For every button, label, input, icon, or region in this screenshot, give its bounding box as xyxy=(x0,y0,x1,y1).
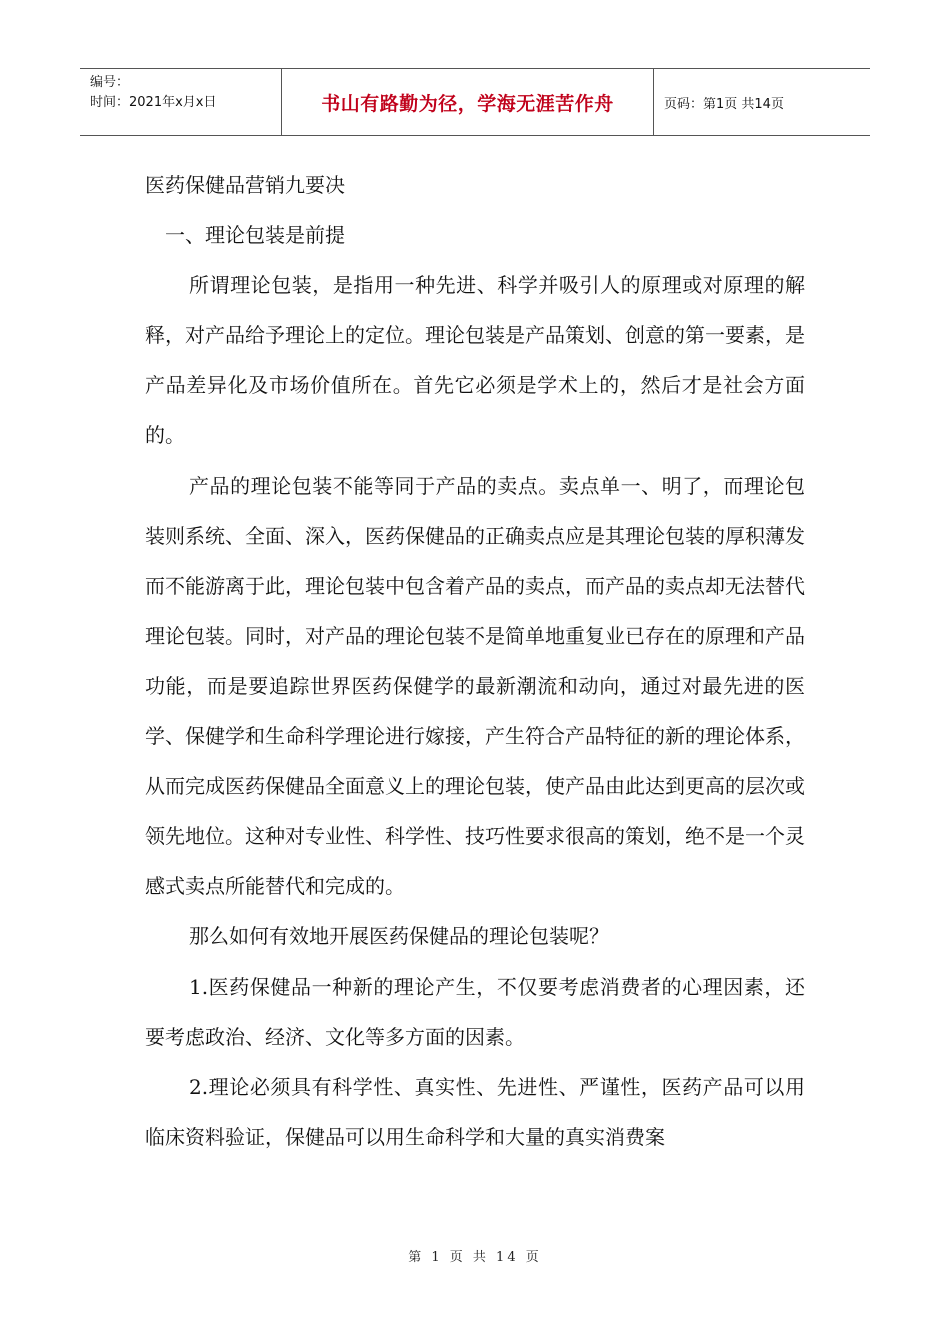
document-date: 时间：2021年x月x日 xyxy=(90,95,217,110)
paragraph: 产品的理论包装不能等同于产品的卖点。卖点单一、明了，而理论包装则系统、全面、深入，医药保健品的正确卖点应是其理论包装的厚积薄发而不能游离于此，理论包装中包含着产品的卖点，而产品的卖点却无法替代理论包装。同时，对产品的理论包装不是简单地重复业已存在的原理和产品功能，而是要追踪世界医药保健学的最新潮流和动向，通过对最先进的医学、保健学和生命科学理论进行嫁接，产生符合产品特征的新的理论体系，从而完成医药保健品全面意义上的理论包装，使产品由此达到更高的层次或领先地位。这种对专业性、科学性、技巧性要求很高的策划，绝不是一个灵感式卖点所能替代和完成的。 xyxy=(145,473,805,899)
paragraph: 1.医药保健品一种新的理论产生，不仅要考虑消费者的心理因素，还要考虑政治、经济、文化等多方面的因素。 xyxy=(145,974,805,1049)
header-page-info-cell xyxy=(654,69,870,135)
header-page-info: 页码：第1页 共14页 xyxy=(664,96,784,112)
document-body xyxy=(145,160,805,1162)
paragraph: 那么如何有效地开展医药保健品的理论包装呢？ xyxy=(189,924,609,949)
paragraph: 2.理论必须具有科学性、真实性、先进性、严谨性，医药产品可以用临床资料验证，保健品可以用生命科学和大量的真实消费案 xyxy=(145,1074,805,1149)
document-number-label: 编号： xyxy=(90,75,130,90)
page-header xyxy=(80,68,870,136)
section-heading: 一、理论包装是前提 xyxy=(165,223,345,248)
page-footer: 第 1 页 共 14 页 xyxy=(408,1250,542,1265)
header-meta xyxy=(80,69,282,135)
header-motto: 书山有路勤为径，学海无涯苦作舟 xyxy=(321,92,614,115)
document-title: 医药保健品营销九要决 xyxy=(145,173,345,197)
paragraph: 所谓理论包装，是指用一种先进、科学并吸引人的原理或对原理的解释，对产品给予理论上的定位。理论包装是产品策划、创意的第一要素，是产品差异化及市场价值所在。首先它必须是学术上的，然后才是社会方面的。 xyxy=(145,273,805,448)
header-motto-cell xyxy=(282,69,654,135)
